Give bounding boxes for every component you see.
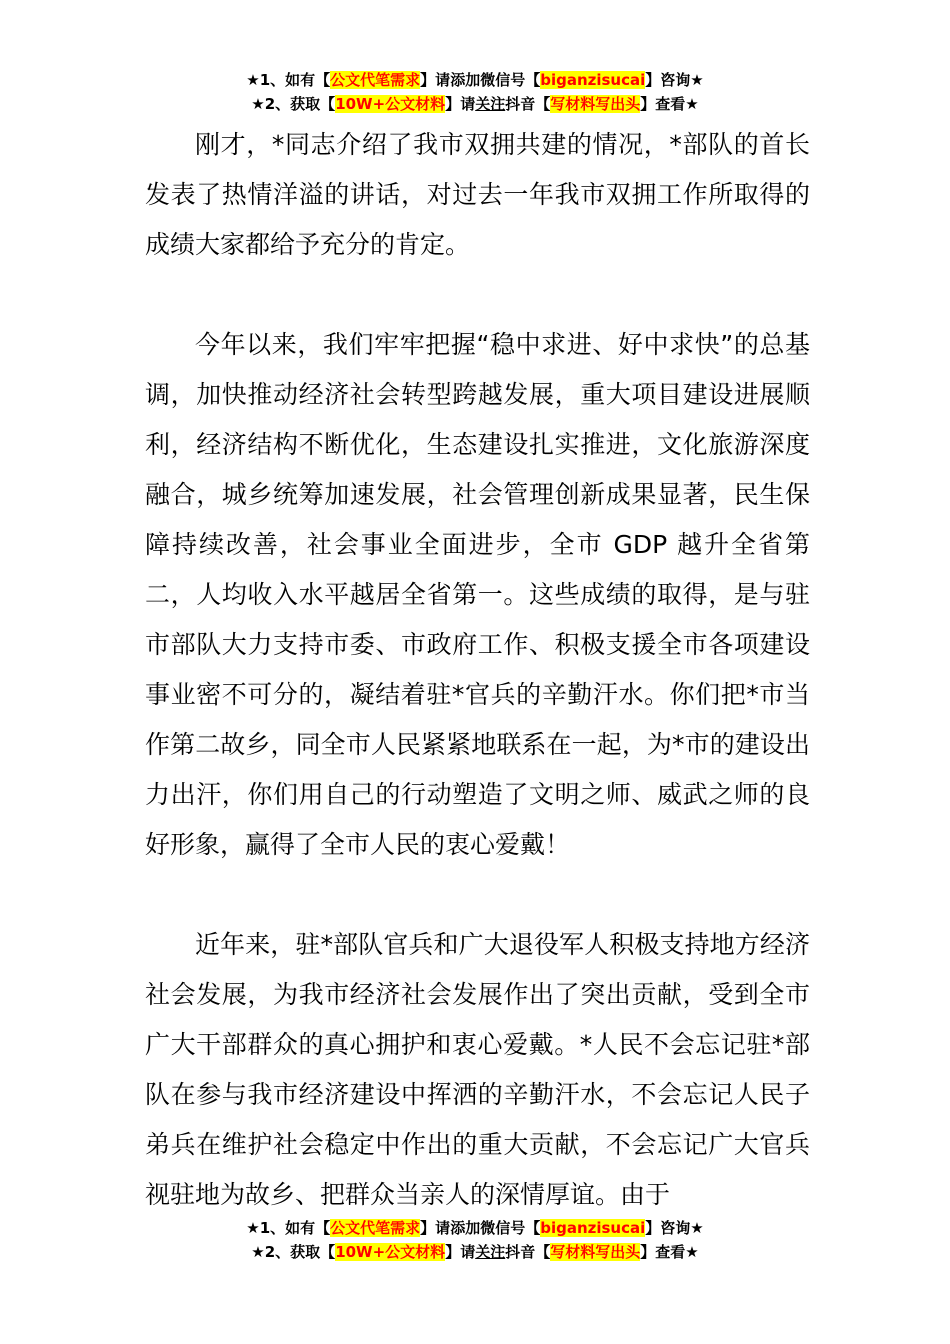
banner-highlight: 公文代笔需求 bbox=[330, 71, 421, 89]
header-banner bbox=[0, 68, 950, 116]
banner-highlight: 10W+公文材料 bbox=[335, 95, 446, 113]
body-paragraph-3: 近年来，驻*部队官兵和广大退役军人积极支持地方经济社会发展，为我市经济社会发展作出了突出贡献，受到全市广大干部群众的真心拥护和衷心爱戴。*人民不会忘记驻*部队在参与我市经济建设中挥洒的辛勤汗水，不会忘记人民子弟兵在维护社会稳定中作出的重大贡献，不会忘记广大官兵视驻地为故乡、把群众当亲人的深情厚谊。由于 bbox=[145, 930, 810, 1209]
banner-text: 】查看★ bbox=[640, 1243, 699, 1261]
banner-text: ★1、如有【 bbox=[246, 71, 331, 89]
footer-banner-line-2 bbox=[0, 1240, 950, 1264]
banner-text: 】请 bbox=[420, 71, 451, 89]
banner-text: ★2、获取【 bbox=[251, 95, 336, 113]
banner-highlight: 写材料写出头 bbox=[550, 95, 641, 113]
banner-text: 】咨询★ bbox=[645, 1219, 704, 1237]
footer-banner-line-1 bbox=[0, 1216, 950, 1240]
header-banner-line-1 bbox=[0, 68, 950, 92]
body-paragraph-2: 今年以来，我们牢牢把握“稳中求进、好中求快”的总基调，加快推动经济社会转型跨越发展，重大项目建设进展顺利，经济结构不断优化，生态建设扎实推进，文化旅游深度融合，城乡统筹加速发展，社会管理创新成果显著，民生保障持续改善，社会事业全面进步，全市 GDP 越升全省第二，人均收入水平越居全省第一。这些成绩的取得，是与驻市部队大力支持市委、市政府工作、积极支援全市各项建设事业密不可分的，凝结着驻*官兵的辛勤汗水。你们把*市当作第二故乡，同全市人民紧紧地联系在一起，为*市的建设出力出汗，你们用自己的行动塑造了文明之师、威武之师的良好形象，赢得了全市人民的衷心爱戴！ bbox=[145, 330, 810, 859]
banner-text: ★1、如有【 bbox=[246, 1219, 331, 1237]
banner-emphasis: 添加 bbox=[450, 1219, 481, 1237]
body-paragraph-1: 刚才，*同志介绍了我市双拥共建的情况，*部队的首长发表了热情洋溢的讲话，对过去一年我市双拥工作所取得的成绩大家都给予充分的肯定。 bbox=[145, 130, 810, 259]
banner-emphasis: 关注 bbox=[475, 95, 506, 113]
banner-text: 】请 bbox=[445, 1243, 476, 1261]
footer-banner bbox=[0, 1216, 950, 1264]
banner-text: 】查看★ bbox=[640, 95, 699, 113]
banner-text: 】请 bbox=[445, 95, 476, 113]
banner-text: 抖音【 bbox=[505, 1243, 551, 1261]
banner-highlight: 10W+公文材料 bbox=[335, 1243, 446, 1261]
banner-text: 抖音【 bbox=[505, 95, 551, 113]
header-banner-line-2 bbox=[0, 92, 950, 116]
banner-emphasis: 添加 bbox=[450, 71, 481, 89]
banner-text: ★2、获取【 bbox=[251, 1243, 336, 1261]
banner-text: 】咨询★ bbox=[645, 71, 704, 89]
banner-text: 】请 bbox=[420, 1219, 451, 1237]
banner-text: 微信号【 bbox=[480, 1219, 541, 1237]
document-body bbox=[145, 120, 810, 1220]
banner-text: 微信号【 bbox=[480, 71, 541, 89]
banner-highlight: 公文代笔需求 bbox=[330, 1219, 421, 1237]
banner-emphasis: 关注 bbox=[475, 1243, 506, 1261]
banner-highlight: 写材料写出头 bbox=[550, 1243, 641, 1261]
banner-highlight: biganzisucai bbox=[540, 1219, 646, 1237]
banner-highlight: biganzisucai bbox=[540, 71, 646, 89]
